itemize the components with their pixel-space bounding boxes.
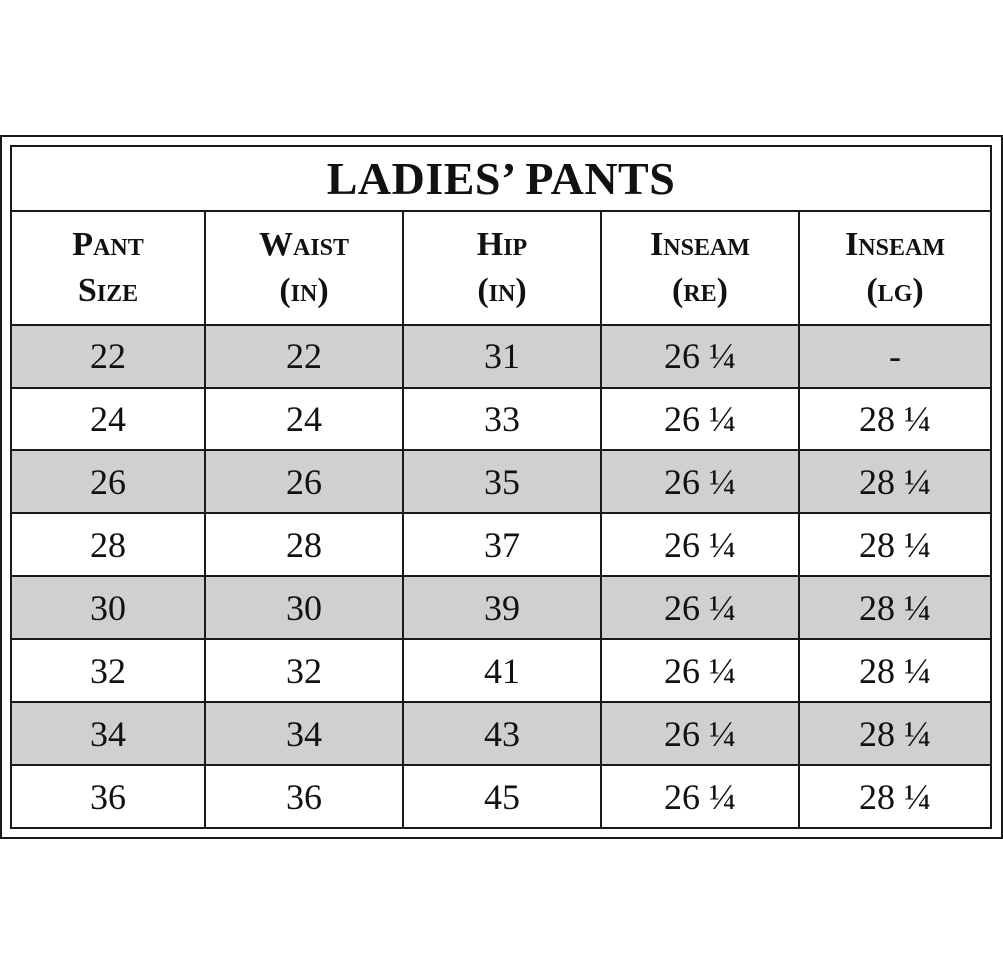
cell-inseam-long: - — [799, 325, 991, 388]
cell-pant-size: 28 — [11, 513, 205, 576]
cell-waist: 34 — [205, 702, 403, 765]
cell-inseam-long: 28 ¼ — [799, 576, 991, 639]
cell-pant-size: 22 — [11, 325, 205, 388]
cell-inseam-regular: 26 ¼ — [601, 513, 799, 576]
size-chart-table — [10, 145, 992, 829]
cell-waist: 36 — [205, 765, 403, 828]
cell-inseam-regular: 26 ¼ — [601, 576, 799, 639]
cell-hip: 35 — [403, 450, 601, 513]
header-inseam-long — [799, 211, 991, 325]
header-line: Waist — [258, 225, 350, 263]
cell-inseam-long: 28 ¼ — [799, 513, 991, 576]
table-row — [11, 576, 991, 639]
title-row — [11, 146, 991, 211]
cell-inseam-long: 28 ¼ — [799, 702, 991, 765]
cell-inseam-regular: 26 ¼ — [601, 639, 799, 702]
cell-hip: 33 — [403, 388, 601, 451]
header-line: Inseam — [650, 225, 750, 263]
cell-inseam-regular: 26 ¼ — [601, 765, 799, 828]
cell-pant-size: 34 — [11, 702, 205, 765]
cell-waist: 26 — [205, 450, 403, 513]
header-line: Size — [77, 271, 139, 309]
cell-pant-size: 36 — [11, 765, 205, 828]
cell-waist: 22 — [205, 325, 403, 388]
header-line: Inseam — [845, 225, 945, 263]
cell-pant-size: 32 — [11, 639, 205, 702]
header-line: (in) — [477, 271, 527, 309]
header-line: (re) — [672, 271, 728, 309]
cell-inseam-long: 28 ¼ — [799, 388, 991, 451]
header-hip — [403, 211, 601, 325]
cell-inseam-long: 28 ¼ — [799, 639, 991, 702]
cell-waist: 30 — [205, 576, 403, 639]
table-row — [11, 513, 991, 576]
header-line: Hip — [476, 225, 528, 263]
table-title: LADIES’ PANTS — [11, 146, 991, 211]
cell-waist: 24 — [205, 388, 403, 451]
cell-pant-size: 24 — [11, 388, 205, 451]
header-inseam-regular — [601, 211, 799, 325]
header-waist — [205, 211, 403, 325]
cell-waist: 28 — [205, 513, 403, 576]
header-line: (lg) — [866, 271, 924, 309]
cell-pant-size: 26 — [11, 450, 205, 513]
header-line: Pant — [72, 225, 144, 263]
cell-hip: 41 — [403, 639, 601, 702]
table-row — [11, 702, 991, 765]
table-row — [11, 450, 991, 513]
cell-pant-size: 30 — [11, 576, 205, 639]
cell-hip: 45 — [403, 765, 601, 828]
cell-inseam-regular: 26 ¼ — [601, 702, 799, 765]
cell-inseam-long: 28 ¼ — [799, 450, 991, 513]
cell-hip: 37 — [403, 513, 601, 576]
cell-waist: 32 — [205, 639, 403, 702]
table-row — [11, 639, 991, 702]
header-pant-size — [11, 211, 205, 325]
header-line: (in) — [279, 271, 329, 309]
table-row — [11, 388, 991, 451]
cell-inseam-regular: 26 ¼ — [601, 388, 799, 451]
cell-inseam-regular: 26 ¼ — [601, 450, 799, 513]
table-row — [11, 325, 991, 388]
cell-hip: 31 — [403, 325, 601, 388]
cell-inseam-regular: 26 ¼ — [601, 325, 799, 388]
cell-hip: 43 — [403, 702, 601, 765]
cell-inseam-long: 28 ¼ — [799, 765, 991, 828]
header-row — [11, 211, 991, 325]
cell-hip: 39 — [403, 576, 601, 639]
table-row — [11, 765, 991, 828]
